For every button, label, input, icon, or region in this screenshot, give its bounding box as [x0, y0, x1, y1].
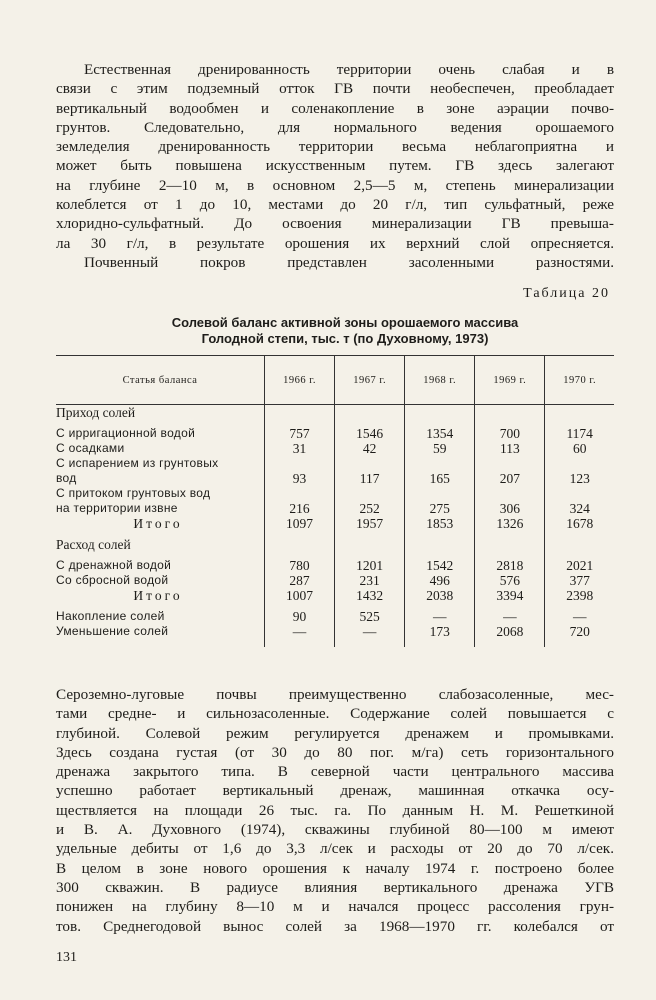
- table-cell: 1174: [545, 426, 614, 441]
- text-line: В целом в зоне нового орошения к началу 1974 г. построено более: [56, 859, 614, 877]
- column-header: 1966 г.: [265, 356, 335, 405]
- table-row: [56, 405, 614, 421]
- table-row: [56, 501, 614, 516]
- row-label: С испарением из грунтовых: [56, 456, 219, 470]
- table-cell: 1678: [545, 516, 614, 531]
- paragraph-top: [56, 60, 614, 272]
- table-cell: 496: [405, 573, 475, 588]
- table-cell: 113: [475, 441, 545, 456]
- table-cell: 757: [265, 426, 335, 441]
- text-line: Естественная дренированность территории очень слабая и в: [84, 61, 614, 78]
- table-cell: 1007: [265, 588, 335, 603]
- text-line: колеблется от 1 до 10, местами до 20 г/л, тип сульфатный, реже: [56, 196, 614, 214]
- table-cell: 720: [545, 624, 614, 647]
- table-cell: 780: [265, 558, 335, 573]
- table-cell: —: [265, 624, 335, 647]
- table-cell: 117: [335, 471, 405, 486]
- table-cell: 1432: [335, 588, 405, 603]
- text-line: 300 скважин. В радиусе влияния вертикального дренажа УГВ: [56, 878, 614, 896]
- table-cell: 306: [475, 501, 545, 516]
- text-line: на глубине 2—10 м, в основном 2,5—5 м, степень минерализации: [56, 176, 614, 194]
- row-label: Накопление солей: [56, 609, 165, 623]
- salt-balance-table: [56, 355, 614, 647]
- table-row: [56, 609, 614, 624]
- row-label: Итого: [133, 588, 183, 603]
- text-line: понижен на глубину 8—10 м и начался процесс рассоления грун-: [56, 898, 614, 916]
- table-cell: 231: [335, 573, 405, 588]
- table-cell: 216: [265, 501, 335, 516]
- text-line: удельные дебиты от 1,6 до 3,3 л/сек и расходы от 20 до 70 л/сек.: [56, 840, 614, 858]
- table-row: [56, 426, 614, 441]
- row-label: Уменьшение солей: [56, 624, 169, 638]
- table-cell: 2068: [475, 624, 545, 647]
- table-row: [56, 456, 614, 471]
- table-cell: 700: [475, 426, 545, 441]
- column-header: Статья баланса: [56, 356, 265, 405]
- table-cell: 525: [335, 609, 405, 624]
- table-cell: 165: [405, 471, 475, 486]
- table-row: [56, 516, 614, 531]
- table-cell: [545, 486, 614, 501]
- table-cell: [405, 456, 475, 471]
- paragraph-bottom: [56, 685, 614, 936]
- table-cell: 2021: [545, 558, 614, 573]
- column-header: 1967 г.: [335, 356, 405, 405]
- page-number: 131: [56, 950, 77, 965]
- row-label: Со сбросной водой: [56, 573, 169, 587]
- table-row: [56, 471, 614, 486]
- table-cell: [265, 537, 335, 552]
- text-line: Здесь создана густая (от 30 до 80 пог. м/га) сеть горизонтального: [56, 743, 614, 761]
- table-cell: [405, 405, 475, 421]
- table-cell: [475, 456, 545, 471]
- text-line: может быть повышена искусственным путем. ГВ здесь залегают: [56, 157, 614, 175]
- table-title-line: Солевой баланс активной зоны орошаемого массива: [171, 315, 519, 330]
- row-label: Приход солей: [56, 405, 136, 420]
- table-header-row: [56, 356, 614, 405]
- row-label: на территории извне: [56, 501, 178, 515]
- table-cell: [545, 456, 614, 471]
- table-cell: 173: [405, 624, 475, 647]
- text-line: земледелия дренированность территории весьма неблагоприятна и: [56, 138, 614, 156]
- table-row: [56, 624, 614, 647]
- table-title-line: Голодной степи, тыс. т (по Духовному, 1973): [201, 331, 489, 346]
- text-line: успешно работает вертикальный дренаж, машинная откачка осу-: [56, 782, 614, 800]
- table-cell: —: [405, 609, 475, 624]
- table-row: [56, 573, 614, 588]
- table-cell: 377: [545, 573, 614, 588]
- table-title: [90, 315, 600, 347]
- table-cell: 31: [265, 441, 335, 456]
- table-cell: [545, 405, 614, 421]
- table-cell: [475, 405, 545, 421]
- text-line: Почвенный покров представлен засоленными разностями.: [84, 253, 614, 271]
- row-label: С притоком грунтовых вод: [56, 486, 211, 500]
- table-cell: [475, 537, 545, 552]
- text-line: ла 30 г/л, в результате орошения их верхний слой опресняется.: [56, 234, 614, 252]
- table-cell: [545, 537, 614, 552]
- table-cell: 1354: [405, 426, 475, 441]
- table-cell: 1201: [335, 558, 405, 573]
- table-cell: 2818: [475, 558, 545, 573]
- table-cell: 1097: [265, 516, 335, 531]
- table-cell: —: [545, 609, 614, 624]
- table-cell: [475, 486, 545, 501]
- text-line: и В. А. Духовного (1974), скважины глубиной 80—100 м имеют: [56, 821, 614, 839]
- column-header: 1969 г.: [475, 356, 545, 405]
- table-row: [56, 441, 614, 456]
- table-cell: 90: [265, 609, 335, 624]
- table-cell: 252: [335, 501, 405, 516]
- text-line: глубиной. Солевой режим регулируется дренажем и промывками.: [56, 724, 614, 742]
- table-cell: —: [475, 609, 545, 624]
- row-label: С осадками: [56, 441, 125, 455]
- table-cell: 324: [545, 501, 614, 516]
- table-cell: 2038: [405, 588, 475, 603]
- table-row: [56, 537, 614, 552]
- table-cell: 1542: [405, 558, 475, 573]
- table-cell: 1957: [335, 516, 405, 531]
- text-line: хлоридно-сульфатный. До освоения минерализации ГВ превыша-: [56, 215, 614, 233]
- table-cell: 42: [335, 441, 405, 456]
- table-cell: 3394: [475, 588, 545, 603]
- text-line: тами средне- и сильнозасоленные. Содержание солей повышается с: [56, 705, 614, 723]
- table-cell: [335, 405, 405, 421]
- table-cell: 275: [405, 501, 475, 516]
- table-cell: 60: [545, 441, 614, 456]
- table-row: [56, 558, 614, 573]
- row-label: Итого: [133, 516, 183, 531]
- table-label: Таблица 20: [523, 286, 610, 301]
- table-cell: [265, 456, 335, 471]
- text-line: ществляется на площади 26 тыс. га. По данным Н. М. Решеткиной: [56, 801, 614, 819]
- text-line: связи с этим подземный отток ГВ почти необеспечен, преобладает: [56, 80, 614, 98]
- table-cell: 2398: [545, 588, 614, 603]
- table-row: [56, 588, 614, 603]
- table-cell: [335, 537, 405, 552]
- table-cell: [405, 537, 475, 552]
- table-cell: [335, 486, 405, 501]
- table-cell: 1853: [405, 516, 475, 531]
- text-line: тов. Среднегодовой вынос солей за 1968—1970 гг. колебался от: [56, 917, 614, 935]
- table-cell: 576: [475, 573, 545, 588]
- row-label: С ирригационной водой: [56, 426, 196, 440]
- column-header: 1970 г.: [545, 356, 614, 405]
- table-cell: 1326: [475, 516, 545, 531]
- row-label: вод: [56, 471, 77, 485]
- table-cell: 287: [265, 573, 335, 588]
- table-cell: —: [335, 624, 405, 647]
- table-cell: 93: [265, 471, 335, 486]
- row-label: С дренажной водой: [56, 558, 172, 572]
- table-cell: 123: [545, 471, 614, 486]
- table-cell: 59: [405, 441, 475, 456]
- table-cell: 1546: [335, 426, 405, 441]
- text-line: грунтов. Следовательно, для нормального ведения орошаемого: [56, 118, 614, 136]
- column-header: 1968 г.: [405, 356, 475, 405]
- text-line: вертикальный водообмен и соленакопление в зоне аэрации почво-: [56, 99, 614, 117]
- table-cell: [405, 486, 475, 501]
- table-cell: [335, 456, 405, 471]
- table-cell: [265, 486, 335, 501]
- table-cell: 207: [475, 471, 545, 486]
- text-line: Сероземно-луговые почвы преимущественно слабозасоленные, мес-: [56, 686, 614, 703]
- table-row: [56, 486, 614, 501]
- table-cell: [265, 405, 335, 421]
- row-label: Расход солей: [56, 537, 131, 552]
- text-line: дренажа закрытого типа. В северной части центрального массива: [56, 763, 614, 781]
